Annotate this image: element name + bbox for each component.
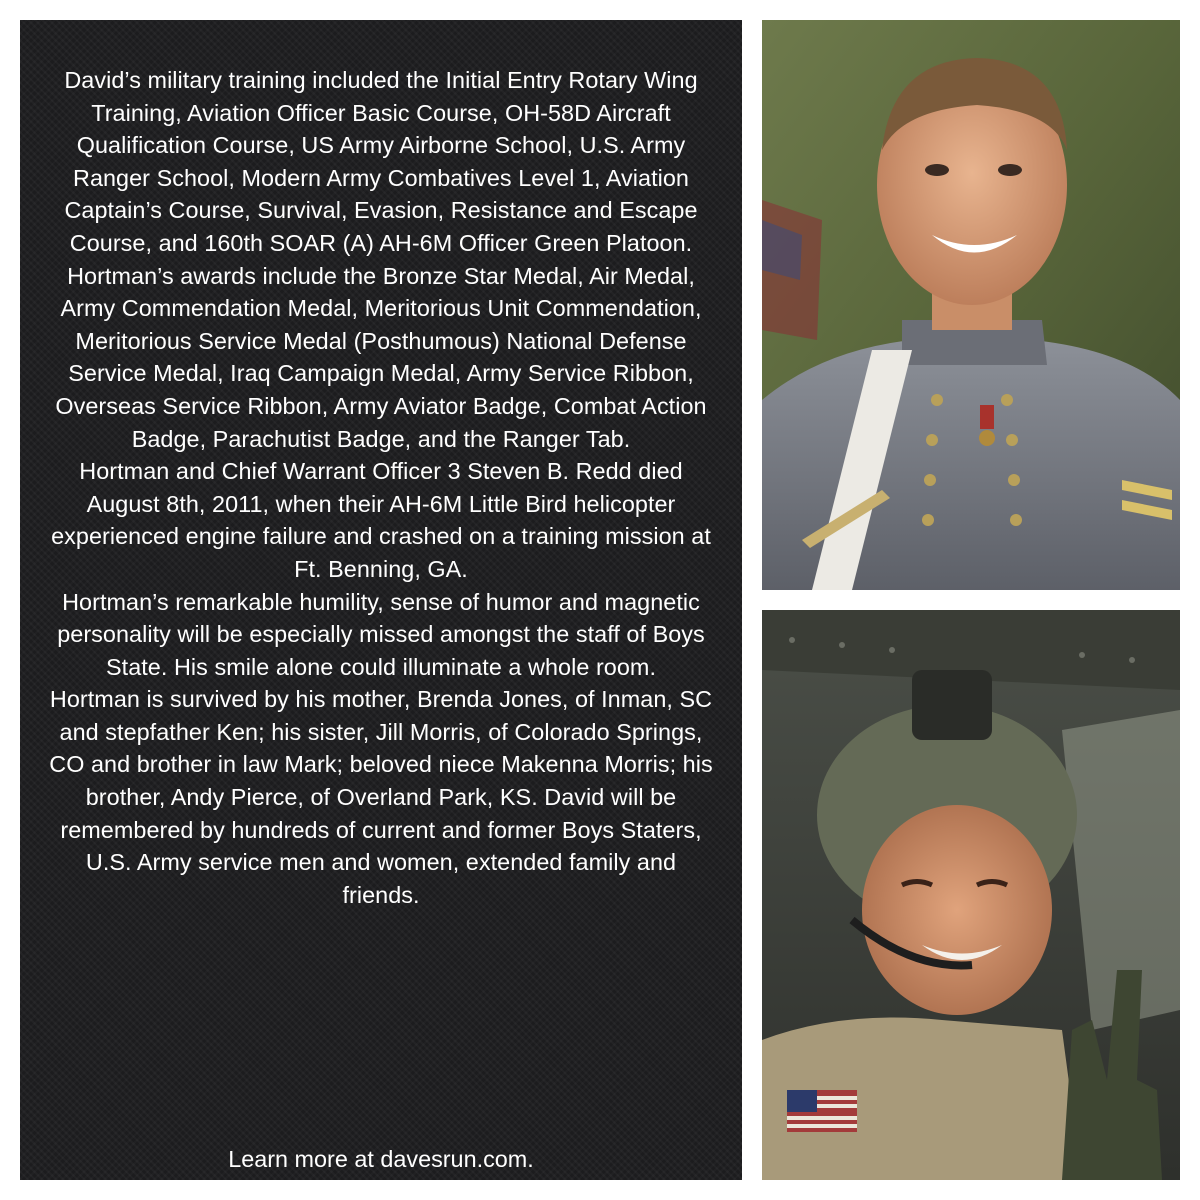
memorial-bio (46, 64, 716, 911)
davesrun-link-text: Learn more at davesrun.com. (228, 1146, 534, 1172)
bio-awards-paragraph: Hortman’s awards include the Bronze Star Medal, Air Medal, Army Commendation Medal, Meritorious Unit Commendation, Meritorious Service Medal (Posthumous) National Defense Service Medal, Iraq Campaign Medal, Army Service Ribbon, Overseas Service Ribbon, Army Aviator Badge, Combat Action Badge, Parachutist Badge, and the Ranger Tab. (55, 262, 707, 452)
bio-family-paragraph: Hortman is survived by his mother, Brenda Jones, of Inman, SC and stepfather Ken; his sister, Jill Morris, of Colorado Springs, CO and brother in law Mark; beloved niece Makenna Morris; his brother, Andy Pierce, of Overland Park, KS. David will be remembered by hundreds of current and former Boys Staters, U.S. Army service men and women, extended family and friends. (49, 686, 713, 908)
memorial-text-panel (20, 20, 742, 1180)
pilot-cockpit-photo (762, 610, 1180, 1180)
bio-tribute-paragraph: Hortman’s remarkable humility, sense of humor and magnetic personality will be especially missed amongst the staff of Boys State. His smile alone could illuminate a whole room. (57, 588, 705, 680)
cadet-portrait-photo (762, 20, 1180, 590)
bio-training-paragraph: David’s military training included the Initial Entry Rotary Wing Training, Aviation Officer Basic Course, OH-58D Aircraft Qualification Course, US Army Airborne School, U.S. Army Ranger School, Modern Army Combatives Level 1, Aviation Captain’s Course, Survival, Evasion, Resistance and Escape Course, and 160th SOAR (A) AH-6M Officer Green Platoon. (64, 67, 698, 256)
bio-death-paragraph: Hortman and Chief Warrant Officer 3 Steven B. Redd died August 8th, 2011, when their AH-6M Little Bird helicopter experienced engine failure and crashed on a training mission at Ft. Benning, GA. (51, 458, 711, 582)
